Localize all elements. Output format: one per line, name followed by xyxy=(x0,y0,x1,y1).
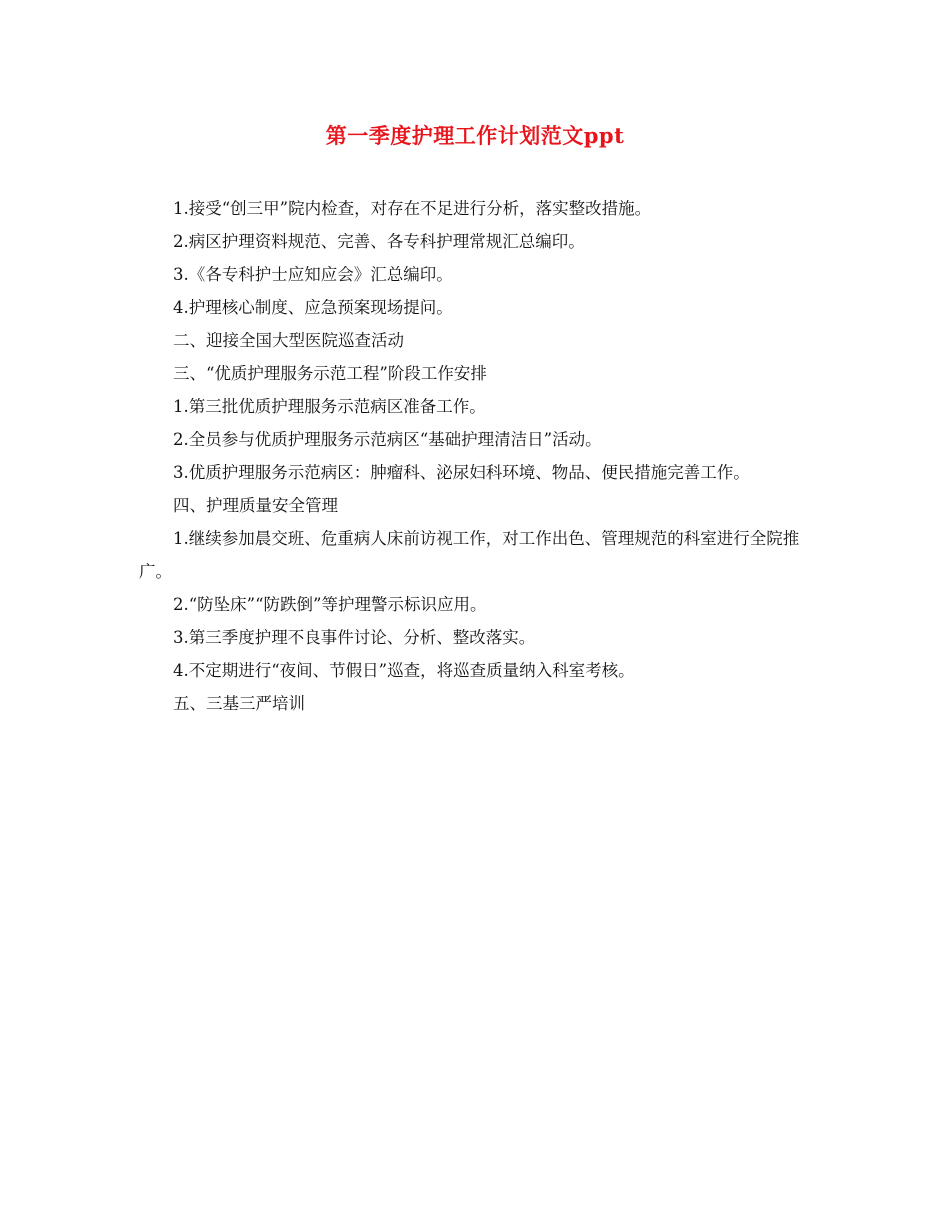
paragraph: 4.护理核心制度、应急预案现场提问。 xyxy=(173,298,453,317)
paragraph: 3.《各专科护士应知应会》汇总编印。 xyxy=(173,265,453,284)
document-title: 第一季度护理工作计划范文ppt xyxy=(325,123,625,148)
paragraph: 2.全员参与优质护理服务示范病区“基础护理清洁日”活动。 xyxy=(173,430,602,449)
section-heading: 三、“优质护理服务示范工程”阶段工作安排 xyxy=(173,364,487,383)
section-heading: 四、护理质量安全管理 xyxy=(173,496,338,515)
paragraph: 2.“防坠床”“防跌倒”等护理警示标识应用。 xyxy=(173,595,487,614)
paragraph: 1.接受“创三甲”院内检查，对存在不足进行分析，落实整改措施。 xyxy=(173,199,652,218)
paragraph: 2.病区护理资料规范、完善、各专科护理常规汇总编印。 xyxy=(173,232,585,251)
section-heading: 五、三基三严培训 xyxy=(173,694,305,713)
section-heading: 二、迎接全国大型医院巡查活动 xyxy=(173,331,404,350)
paragraph: 3.优质护理服务示范病区：肿瘤科、泌尿妇科环境、物品、便民措施完善工作。 xyxy=(173,463,750,482)
paragraph: 1.第三批优质护理服务示范病区准备工作。 xyxy=(173,397,486,416)
paragraph: 1.继续参加晨交班、危重病人床前访视工作，对工作出色、管理规范的科室进行全院推广。 xyxy=(139,529,800,581)
paragraph: 4.不定期进行“夜间、节假日”巡查，将巡查质量纳入科室考核。 xyxy=(173,661,635,680)
paragraph: 3.第三季度护理不良事件讨论、分析、整改落实。 xyxy=(173,628,536,647)
document-body xyxy=(139,192,829,720)
